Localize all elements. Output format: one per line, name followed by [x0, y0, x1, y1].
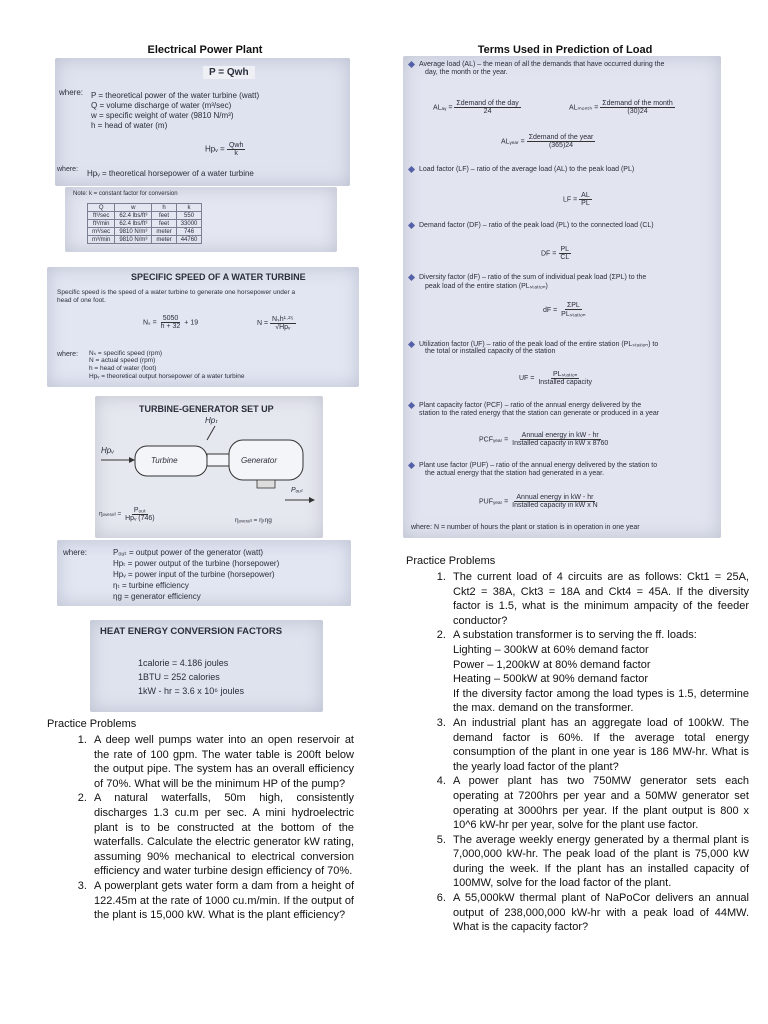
uf-def-2: the total or installed capacity of the station — [425, 348, 556, 355]
problem-2-intro: A substation transformer is to serving the ff. loads: — [453, 629, 697, 642]
term-diversity-factor-2 — [425, 282, 548, 290]
where-label: where: — [59, 88, 84, 97]
right-column-title: Terms Used in Prediction of Load — [477, 44, 653, 56]
ns-plus: + 19 — [184, 319, 199, 327]
bullet-icon — [408, 341, 415, 348]
bullet-icon — [408, 274, 415, 281]
al-def-1: Average load (AL) – the mean of all the demands that have occurred during the — [419, 61, 665, 68]
bullet-icon — [408, 402, 415, 409]
photo-load-terms — [403, 56, 721, 538]
table-cell: 62.4 lbs/ft³ — [115, 212, 152, 220]
header-k: k — [176, 204, 202, 212]
photo-water-turbine-power — [55, 58, 350, 186]
def-w: w = specific weight of water (9810 N/m³) — [91, 111, 234, 120]
def-n: N = actual speed (rpm) — [89, 357, 156, 364]
puf-den: Installed capacity in kW x N — [512, 502, 598, 509]
def-hpt: Hpₜ = power output of the turbine (horsepower) — [113, 559, 280, 568]
list-item — [449, 628, 749, 716]
arrow-hpt — [207, 426, 215, 440]
arrow-head-hpw — [129, 457, 135, 463]
list-item: 5. The average weekly energy generated by a thermal plant is 7,000,000 kW-hr. The peak load of the plant is 75,000 kW during the week. If the plant has an installed capacity of 100MW, solve for the load factor of the plant. — [449, 833, 749, 891]
term-plant-capacity-factor — [409, 402, 641, 409]
bullet-icon — [408, 61, 415, 68]
header-h: h — [152, 204, 176, 212]
term-load-factor — [409, 166, 634, 173]
def-ns: Nₛ = specific speed (rpm) — [89, 350, 163, 357]
eff1-num: Pₒᵤₜ — [133, 507, 146, 514]
list-item: 2. A natural waterfalls, 50m high, consistently discharges 1.3 cu.m per sec. A mini hydroelectric plant is to be constructed at the bottom of the waterfalls. Calculate the electric generator kW rating, assuming 90% mechanical to electrical conversion efficiency and water turbine design efficiency of 70%. — [90, 791, 354, 879]
df-num: PL — [560, 246, 570, 253]
term-demand-factor — [409, 222, 654, 229]
list-item: 3. An industrial plant has an aggregate load of 100kW. The demand factor is 60%. If the average total energy consumption of the plant in one year is 186 MW-hr. What is the yearly load factor of the plant? — [449, 716, 749, 774]
formula-uf — [519, 370, 594, 386]
photo-turbine-generator — [95, 396, 323, 538]
table-row — [88, 236, 202, 244]
right-problem-list — [421, 570, 749, 935]
table-cell: m³/sec — [88, 228, 115, 236]
formula-hp — [205, 142, 245, 157]
al-year-num: Σdemand of the year — [528, 134, 594, 141]
table-row — [88, 220, 202, 228]
puf-lhs: PUFᵧₑₐᵣ = — [479, 498, 509, 506]
def-eta-g: ηg = generator efficiency — [113, 592, 201, 601]
ns-lhs: Nₛ = — [143, 319, 157, 327]
bullet-icon — [408, 222, 415, 229]
term-diversity-factor — [409, 274, 646, 281]
uf-den: Installed capacity — [538, 379, 593, 386]
df-lhs: DF = — [541, 250, 557, 258]
table-cell: feet — [152, 220, 176, 228]
term-plant-capacity-factor-2 — [419, 410, 659, 417]
formula-eff-overall — [99, 506, 157, 522]
where-label-2: where: — [57, 166, 79, 173]
term-average-load-2 — [425, 69, 508, 76]
term-plant-use-factor-2 — [425, 470, 604, 477]
table-cell: m³/min — [88, 236, 115, 244]
ns-den: h + 32 — [160, 323, 181, 330]
eff1-den: Hpᵥ (746) — [125, 515, 155, 522]
dfac-den: PLₛₜₐₜᵢₒₙ — [561, 311, 586, 318]
bullet-icon — [408, 462, 415, 469]
eff1-lhs: ηₒᵥₑᵣₐₗₗ = — [99, 510, 122, 518]
def-hpw: Hpᵥ = power input of the turbine (horsepower) — [113, 570, 275, 579]
list-item: 1. The current load of 4 circuits are as follows: Ckt1 = 25A, Ckt2 = 38A, Ckt3 = 18A and Ckt4 = 45A. If the diversity factor is 1.5, what is the minimum ampacity of the feeder conductor? — [449, 570, 749, 628]
list-item: 6. A 55,000kW thermal plant of NaPoCor delivers an annual output of 238,000,000 kW-hr with a peak load of 44MW. What is the capacity factor? — [449, 891, 749, 935]
coupling — [207, 454, 229, 466]
heat-heading: HEAT ENERGY CONVERSION FACTORS — [100, 626, 283, 637]
note-k: Note: k = constant factor for conversion — [73, 191, 178, 197]
def-eta-t: ηₜ = turbine efficiency — [113, 581, 189, 590]
al-day-lhs: ALₐᵧ = — [433, 104, 453, 112]
def-p: P = theoretical power of the water turbine (watt) — [91, 91, 260, 100]
al-def-2: day, the month or the year. — [425, 69, 508, 76]
table-row — [88, 228, 202, 236]
term-utilization-factor — [409, 340, 658, 348]
al-day-den: 24 — [483, 108, 492, 115]
photo-heat-conversion — [90, 620, 323, 712]
formula-eff-product: ηₒᵥₑᵣₐₗₗ = ηₜηg — [235, 517, 272, 524]
term-utilization-factor-2 — [425, 348, 555, 355]
table-cell: 33000 — [176, 220, 202, 228]
lf-num: AL — [581, 192, 590, 199]
lf-lhs: LF = — [563, 196, 578, 204]
table-cell: 9810 N/m³ — [115, 228, 152, 236]
uf-num: PLₛₜₐₜᵢₒₙ — [552, 371, 578, 378]
formula-p-qwh: P = Qwh — [203, 66, 255, 79]
def-q: Q = volume discharge of water (m³/sec) — [91, 101, 232, 110]
where-n-def: where: N = number of hours the plant or station is in operation in one year — [411, 524, 640, 531]
def-h: h = head of water (m) — [91, 121, 168, 130]
pcf-num: Annual energy in kW - hr — [521, 432, 599, 439]
heat-line-calorie: 1calorie = 4.186 joules — [138, 658, 229, 668]
hp-num: Qwh — [228, 142, 244, 149]
where-label: where: — [63, 548, 88, 557]
where-label: where: — [57, 351, 79, 358]
header-w: w — [115, 204, 152, 212]
specific-speed-desc-1: Specific speed is the speed of a water turbine to generate one horsepower under a — [57, 289, 296, 296]
formula-puf — [479, 494, 600, 509]
formula-df — [541, 246, 571, 261]
list-item: 3. A powerplant gets water form a dam from a height of 122.45m at the rate of 1000 cu.m/min. If the output of the plant is 15,000 kW. What is the plant efficiency? — [90, 879, 354, 923]
specific-speed-heading: SPECIFIC SPEED OF A WATER TURBINE — [131, 272, 306, 282]
dfac-num: ΣPL — [566, 302, 580, 309]
list-item: 1. A deep well pumps water into an open reservoir at the rate of 100 gpm. The water table is 200ft below the output pipe. The system has an overall efficiency of 70%. What will be the minimum HP of the pump? — [90, 733, 354, 791]
hp-lhs: Hpᵥ = — [205, 144, 225, 154]
pcf-def-1: Plant capacity factor (PCF) – ratio of the annual energy delivered by the — [419, 402, 642, 409]
heat-line-btu: 1BTU = 252 calories — [138, 672, 220, 682]
arrow-head-pout — [309, 497, 315, 503]
al-year-den: (365)24 — [548, 142, 574, 149]
problem-2-lighting: Lighting – 300kW at 60% demand factor — [453, 643, 649, 656]
def-hp: Hpᵥ = theoretical horsepower of a water turbine — [87, 169, 254, 178]
pcf-def-2: station to the rated energy that the station can generate or produced in a year — [419, 410, 660, 417]
dfac-def-1: Diversity factor (dF) – ratio of the sum of individual peak load (ΣPL) to the — [419, 274, 647, 281]
problem-2-question: If the diversity factor among the load types is 1.5, determine the max. demand on the transformer. — [453, 687, 749, 715]
heat-line-kwhr: 1kW - hr = 3.6 x 10⁶ joules — [138, 686, 245, 696]
conversion-table — [87, 203, 202, 244]
puf-def-2: the actual energy that the station had generated in a year. — [425, 470, 605, 477]
problem-2-power: Power – 1,200kW at 80% demand factor — [453, 658, 651, 671]
n-den: √Hpᵥ — [275, 324, 291, 331]
table-cell: ft³/min — [88, 220, 115, 228]
formula-al-year — [501, 134, 595, 149]
df-den: CL — [560, 254, 570, 261]
table-cell: 746 — [176, 228, 202, 236]
photo-specific-speed — [47, 267, 359, 387]
table-cell: meter — [152, 228, 176, 236]
al-month-lhs: ALₘₒₙₜₕ = — [569, 104, 599, 112]
problem-2-heating: Heating – 500kW at 90% demand factor — [453, 673, 649, 686]
lf-den: PL — [581, 200, 590, 207]
turbine-heading: TURBINE-GENERATOR SET UP — [139, 404, 274, 414]
left-problem-list — [62, 733, 354, 923]
n-lhs: N = — [257, 319, 269, 327]
al-year-lhs: ALᵧₑₐᵣ = — [501, 138, 525, 146]
al-month-num: Σdemand of the month — [602, 100, 673, 107]
al-month-den: (30)24 — [627, 108, 648, 115]
generator-terminal — [257, 480, 275, 488]
def-pout: Pₒᵤₜ = output power of the generator (watt) — [113, 548, 264, 557]
table-cell: 550 — [176, 212, 202, 220]
table-header-row — [88, 204, 202, 212]
table-cell: feet — [152, 212, 176, 220]
def-head: h = head of water (foot) — [89, 365, 157, 372]
left-practice-title: Practice Problems — [47, 718, 137, 730]
lf-def: Load factor (LF) – ratio of the average load (AL) to the peak load (PL) — [419, 166, 635, 173]
table-cell: 44760 — [176, 236, 202, 244]
al-day-num: Σdemand of the day — [456, 100, 519, 107]
label-turbine: Turbine — [151, 456, 178, 465]
formula-pcf — [479, 432, 610, 447]
df-def: Demand factor (DF) – ratio of the peak load (PL) to the connected load (CL) — [419, 222, 654, 229]
table-row — [88, 212, 202, 220]
dfac-lhs: dF = — [543, 306, 558, 314]
puf-num: Annual energy in kW - hr — [516, 494, 594, 501]
formula-n — [257, 315, 296, 331]
n-num: Nₛh¹·²⁵ — [272, 316, 294, 323]
formula-al-day — [433, 100, 521, 115]
left-column-title: Electrical Power Plant — [147, 44, 263, 56]
formula-ns — [143, 315, 198, 330]
puf-def-1: Plant use factor (PUF) – ratio of the annual energy delivered by the station to — [419, 462, 658, 469]
specific-speed-desc-2: head of one foot. — [57, 297, 106, 304]
photo-generator-defs — [57, 540, 351, 606]
header-q: Q — [88, 204, 115, 212]
dfac-def-2: peak load of the entire station (PLₛₜₐₜᵢₒₙ) — [425, 283, 548, 290]
pcf-den: Installed capacity in kW x 8760 — [512, 440, 609, 447]
formula-al-month — [569, 100, 675, 115]
list-item: 4. A power plant has two 750MW generator sets each operating at 7200hrs per year and a 50MW generator set operating at 3000hrs per year. If the plant output is 800 x 10^6 kW-hr per year, solve for the plant use factor. — [449, 774, 749, 832]
ns-num: 5050 — [162, 315, 179, 322]
table-cell: 9810 N/m³ — [115, 236, 152, 244]
bullet-icon — [408, 166, 415, 173]
table-cell: meter — [152, 236, 176, 244]
label-generator: Generator — [241, 456, 278, 465]
right-practice-title: Practice Problems — [406, 555, 496, 567]
label-pout: Pₒᵤₜ — [291, 487, 303, 494]
photo-conversion-table — [65, 187, 337, 252]
hp-den: k — [234, 150, 238, 157]
term-average-load — [409, 61, 664, 68]
pcf-lhs: PCFᵧₑₐᵣ = — [479, 436, 509, 444]
label-hpw: Hpᵥ — [101, 446, 115, 455]
term-plant-use-factor — [409, 462, 657, 469]
table-cell: 62.4 lbs/ft³ — [115, 220, 152, 228]
label-hpt: Hpₜ — [205, 416, 218, 425]
uf-def-1: Utilization factor (UF) – ratio of the peak load of the entire station (PLₛₜₐₜᵢₒₙ) to — [419, 341, 659, 348]
formula-dfac — [543, 302, 588, 318]
table-cell: ft³/sec — [88, 212, 115, 220]
formula-lf — [563, 192, 592, 207]
uf-lhs: UF = — [519, 374, 535, 382]
def-hpw: Hpᵥ = theoretical output horsepower of a water turbine — [89, 373, 245, 380]
